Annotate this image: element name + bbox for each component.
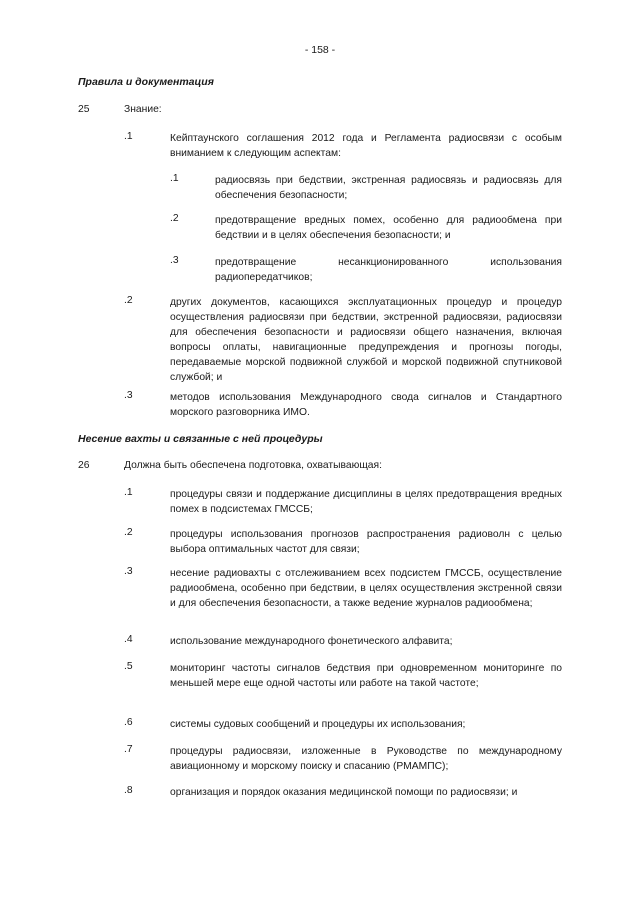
list-item-number: .8 [124,785,133,796]
list-item-text: процедуры использования прогнозов распространения радиоволн с целью выбора оптимальных частот для связи; [170,529,562,555]
sublist-item-text: радиосвязь при бедствии, экстренная радиосвязь и радиосвязь для обеспечения безопасности; [215,175,562,201]
sublist-item-text: предотвращение вредных помех, особенно для радиообмена при бедствии и в целях обеспечения безопасности; и [215,215,562,241]
list-item-text: использование международного фонетического алфавита; [170,636,453,647]
list-item-text: несение радиовахты с отслеживанием всех подсистем ГМССБ, осуществление радиообмена, особенно при бедствии, в целях осуществления экстренной связи и для обеспечения безопасности, а также ведение журналов радиообмена; [170,568,562,609]
sublist-item-number: .3 [170,255,179,266]
paragraph-26-text: Должна быть обеспечена подготовка, охватывающая: [124,460,382,471]
paragraph-number-26: 26 [78,460,90,471]
section-heading-watchkeeping: Несение вахты и связанные с ней процедуры [78,433,323,445]
list-item-text: процедуры радиосвязи, изложенные в Руководстве по международному авиационному и морскому поиску и спасанию (РМАМПС); [170,746,562,772]
sublist-item-number: .1 [170,173,179,184]
list-item-number: .4 [124,634,133,645]
paragraph-number-25: 25 [78,104,90,115]
list-item-number: .7 [124,744,133,755]
list-item-text: процедуры связи и поддержание дисциплины в целях предотвращения вредных помех в подсистемах ГМССБ; [170,489,562,515]
list-item-number: .5 [124,661,133,672]
list-item-text: мониторинг частоты сигналов бедствия при одновременном мониторинге по меньшей мере еще одной частоты или работе на такой частоте; [170,663,562,689]
list-item-number: .2 [124,527,133,538]
list-item-number: .3 [124,566,133,577]
list-item-number: .2 [124,295,133,306]
list-item-number: .1 [124,131,133,142]
list-item-text: Кейптаунского соглашения 2012 года и Регламента радиосвязи с особым вниманием к следующим аспектам: [170,133,562,159]
list-item-text: организация и порядок оказания медицинской помощи по радиосвязи; и [170,787,518,798]
sublist-item-number: .2 [170,213,179,224]
page-number: - 158 - [304,44,336,56]
list-item-text: системы судовых сообщений и процедуры их использования; [170,719,466,730]
list-item-text: методов использования Международного свода сигналов и Стандартного морского разговорника ИМО. [170,392,562,418]
list-item-number: .3 [124,390,133,401]
list-item-text: других документов, касающихся эксплуатационных процедур и процедур осуществления радиосвязи при бедствии, экстренной радиосвязи, радиосвязи для обеспечения безопасности и радиосвязи общего назначения, включая вопросы оплаты, навигационные предупреждения и прогнозы погоды, передаваемые морской подвижной службой и морской подвижной спутниковой службой; и [170,297,562,383]
section-heading-rules: Правила и документация [78,76,214,88]
list-item-number: .1 [124,487,133,498]
paragraph-25-text: Знание: [124,104,162,115]
sublist-item-text: предотвращение несанкционированного использования радиопередатчиков; [215,257,562,283]
list-item-number: .6 [124,717,133,728]
